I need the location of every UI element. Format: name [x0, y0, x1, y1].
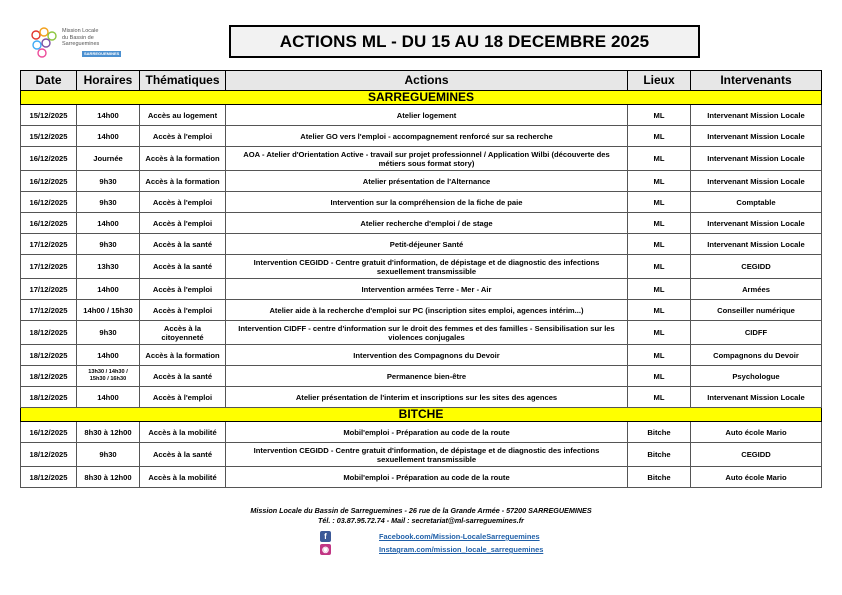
- cell-time: 14h00: [77, 213, 140, 234]
- cell-place: ML: [628, 387, 691, 408]
- table-row: [21, 345, 822, 366]
- table-row: [21, 321, 822, 345]
- cell-place: ML: [628, 126, 691, 147]
- cell-theme: Accès à la formation: [140, 171, 226, 192]
- cell-theme: Accès à la santé: [140, 255, 226, 279]
- cell-place: ML: [628, 366, 691, 387]
- cell-action: Atelier présentation de l'Alternance: [226, 171, 628, 192]
- cell-theme: Accès à l'emploi: [140, 279, 226, 300]
- cell-speaker: Intervenant Mission Locale: [691, 387, 822, 408]
- section-row: [21, 91, 822, 105]
- logo: [28, 26, 124, 62]
- page-title: ACTIONS ML - DU 15 AU 18 DECEMBRE 2025: [279, 31, 650, 51]
- cell-theme: Accès à la mobilité: [140, 422, 226, 443]
- cell-action: Mobil'emploi - Préparation au code de la route: [226, 467, 628, 488]
- cell-time: 9h30: [77, 234, 140, 255]
- column-header: Intervenants: [691, 71, 822, 91]
- table-row: [21, 422, 822, 443]
- cell-speaker: Conseiller numérique: [691, 300, 822, 321]
- cell-theme: Accès à l'emploi: [140, 192, 226, 213]
- cell-action: AOA - Atelier d'Orientation Active - travail sur projet professionnel / Application Wilbi (découverte des métiers sous format story): [226, 147, 628, 171]
- cell-time: 8h30 à 12h00: [77, 467, 140, 488]
- cell-place: ML: [628, 279, 691, 300]
- cell-date: 18/12/2025: [21, 366, 77, 387]
- table-row: [21, 234, 822, 255]
- cell-time: 13h30: [77, 255, 140, 279]
- cell-place: Bitche: [628, 443, 691, 467]
- table-row: [21, 467, 822, 488]
- cell-theme: Accès à la santé: [140, 366, 226, 387]
- cell-theme: Accès à l'emploi: [140, 300, 226, 321]
- cell-speaker: Intervenant Mission Locale: [691, 234, 822, 255]
- cell-action: Atelier aide à la recherche d'emploi sur PC (inscription sites emploi, agences intérim...): [226, 300, 628, 321]
- facebook-link[interactable]: Facebook.com/Mission-LocaleSarreguemines: [379, 532, 540, 541]
- cell-date: 16/12/2025: [21, 171, 77, 192]
- cell-theme: Accès à l'emploi: [140, 387, 226, 408]
- cell-time: 14h00 / 15h30: [77, 300, 140, 321]
- cell-date: 18/12/2025: [21, 387, 77, 408]
- logo-text: Mission Locale du Bassin de Sarreguemines: [62, 28, 100, 47]
- cell-theme: Accès à la formation: [140, 345, 226, 366]
- cell-theme: Accès à l'emploi: [140, 126, 226, 147]
- cell-action: Petit-déjeuner Santé: [226, 234, 628, 255]
- cell-place: Bitche: [628, 467, 691, 488]
- column-header: Horaires: [77, 71, 140, 91]
- cell-action: Atelier logement: [226, 105, 628, 126]
- cell-speaker: Intervenant Mission Locale: [691, 105, 822, 126]
- column-header: Actions: [226, 71, 628, 91]
- cell-speaker: Intervenant Mission Locale: [691, 171, 822, 192]
- cell-date: 18/12/2025: [21, 443, 77, 467]
- cell-speaker: Intervenant Mission Locale: [691, 147, 822, 171]
- cell-time: 9h30: [77, 443, 140, 467]
- cell-action: Permanence bien-être: [226, 366, 628, 387]
- cell-theme: Accès à la formation: [140, 147, 226, 171]
- table-row: [21, 105, 822, 126]
- cell-action: Mobil'emploi - Préparation au code de la route: [226, 422, 628, 443]
- cell-date: 16/12/2025: [21, 147, 77, 171]
- cell-place: ML: [628, 234, 691, 255]
- table-row: [21, 279, 822, 300]
- cell-action: Atelier GO vers l'emploi - accompagnement renforcé sur sa recherche: [226, 126, 628, 147]
- cell-time: 14h00: [77, 126, 140, 147]
- cell-time: 9h30: [77, 192, 140, 213]
- cell-time: 14h00: [77, 387, 140, 408]
- cell-date: 17/12/2025: [21, 255, 77, 279]
- instagram-icon: ◉: [320, 544, 331, 555]
- cell-action: Intervention sur la compréhension de la fiche de paie: [226, 192, 628, 213]
- cell-date: 15/12/2025: [21, 126, 77, 147]
- cell-speaker: CEGIDD: [691, 443, 822, 467]
- cell-theme: Accès au logement: [140, 105, 226, 126]
- cell-time: 8h30 à 12h00: [77, 422, 140, 443]
- cell-date: 18/12/2025: [21, 321, 77, 345]
- section-row: [21, 408, 822, 422]
- cell-speaker: CIDFF: [691, 321, 822, 345]
- cell-theme: Accès à la santé: [140, 443, 226, 467]
- cell-time: 9h30: [77, 171, 140, 192]
- cell-speaker: Intervenant Mission Locale: [691, 213, 822, 234]
- table-row: [21, 387, 822, 408]
- schedule-table: [20, 70, 822, 488]
- cell-time: 13h30 / 14h30 / 15h30 / 16h30: [77, 366, 140, 387]
- cell-place: ML: [628, 213, 691, 234]
- cell-date: 16/12/2025: [21, 213, 77, 234]
- cell-speaker: Compagnons du Devoir: [691, 345, 822, 366]
- cell-time: 14h00: [77, 345, 140, 366]
- cell-action: Intervention CIDFF - centre d'information sur le droit des femmes et des familles - Sensibilisation sur les violences conjugales: [226, 321, 628, 345]
- cell-place: ML: [628, 255, 691, 279]
- footer-contact: Tél. : 03.87.95.72.74 - Mail : secretariat@ml-sarreguemines.fr: [318, 516, 524, 525]
- cell-date: 17/12/2025: [21, 234, 77, 255]
- logo-circles-icon: [28, 26, 62, 60]
- table-body: [21, 91, 822, 488]
- cell-place: ML: [628, 147, 691, 171]
- cell-action: Atelier recherche d'emploi / de stage: [226, 213, 628, 234]
- facebook-icon: f: [320, 531, 331, 542]
- cell-date: 15/12/2025: [21, 105, 77, 126]
- cell-action: Intervention des Compagnons du Devoir: [226, 345, 628, 366]
- cell-speaker: Auto école Mario: [691, 422, 822, 443]
- cell-speaker: Intervenant Mission Locale: [691, 126, 822, 147]
- cell-speaker: CEGIDD: [691, 255, 822, 279]
- cell-theme: Accès à la santé: [140, 234, 226, 255]
- column-header: Thématiques: [140, 71, 226, 91]
- cell-theme: Accès à la citoyenneté: [140, 321, 226, 345]
- title-box: [229, 25, 700, 58]
- cell-time: 14h00: [77, 105, 140, 126]
- table-row: [21, 126, 822, 147]
- cell-time: 9h30: [77, 321, 140, 345]
- table-row: [21, 147, 822, 171]
- table-row: [21, 366, 822, 387]
- table-row: [21, 171, 822, 192]
- section-title: SARREGUEMINES: [21, 91, 822, 105]
- table-row: [21, 192, 822, 213]
- cell-place: ML: [628, 105, 691, 126]
- cell-place: Bitche: [628, 422, 691, 443]
- cell-theme: Accès à la mobilité: [140, 467, 226, 488]
- table-row: [21, 255, 822, 279]
- cell-action: Intervention CEGIDD - Centre gratuit d'information, de dépistage et de diagnostic des infections sexuellement transmissible: [226, 255, 628, 279]
- table-row: [21, 300, 822, 321]
- cell-speaker: Comptable: [691, 192, 822, 213]
- facebook-link-row[interactable]: [320, 530, 640, 543]
- cell-date: 16/12/2025: [21, 192, 77, 213]
- cell-date: 17/12/2025: [21, 279, 77, 300]
- column-header: Lieux: [628, 71, 691, 91]
- cell-date: 17/12/2025: [21, 300, 77, 321]
- cell-time: Journée: [77, 147, 140, 171]
- cell-place: ML: [628, 300, 691, 321]
- cell-date: 18/12/2025: [21, 467, 77, 488]
- cell-place: ML: [628, 171, 691, 192]
- instagram-link-row[interactable]: [320, 543, 640, 556]
- instagram-link[interactable]: Instagram.com/mission_locale_sarreguemines: [379, 545, 544, 554]
- cell-place: ML: [628, 345, 691, 366]
- footer-address: Mission Locale du Bassin de Sarreguemines - 26 rue de la Grande Armée - 57200 SARREGUEMINES: [250, 506, 592, 515]
- cell-action: Atelier présentation de l'interim et inscriptions sur les sites des agences: [226, 387, 628, 408]
- cell-action: Intervention armées Terre - Mer - Air: [226, 279, 628, 300]
- cell-date: 18/12/2025: [21, 345, 77, 366]
- cell-time: 14h00: [77, 279, 140, 300]
- cell-theme: Accès à l'emploi: [140, 213, 226, 234]
- cell-action: Intervention CEGIDD - Centre gratuit d'information, de dépistage et de diagnostic des infections sexuellement transmissible: [226, 443, 628, 467]
- cell-place: ML: [628, 192, 691, 213]
- cell-date: 16/12/2025: [21, 422, 77, 443]
- cell-speaker: Auto école Mario: [691, 467, 822, 488]
- section-title: BITCHE: [21, 408, 822, 422]
- logo-tag: SARREGUEMINES: [84, 51, 120, 56]
- cell-place: ML: [628, 321, 691, 345]
- cell-speaker: Psychologue: [691, 366, 822, 387]
- cell-speaker: Armées: [691, 279, 822, 300]
- column-header: Date: [21, 71, 77, 91]
- table-header-row: [21, 71, 822, 91]
- table-row: [21, 443, 822, 467]
- table-row: [21, 213, 822, 234]
- footer: [0, 506, 842, 526]
